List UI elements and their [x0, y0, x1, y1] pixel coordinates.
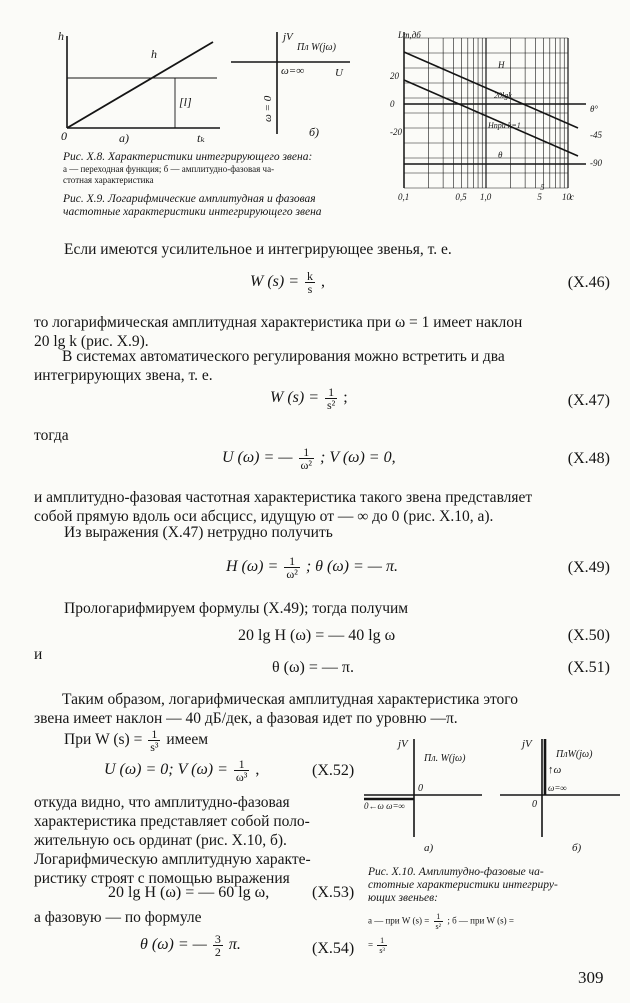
caption-fig9	[63, 193, 383, 219]
caption-fig9-line2: частотные характеристики интегрирующего звена	[63, 206, 322, 218]
caption-fig10	[368, 866, 616, 905]
xtick: 0,1	[398, 192, 410, 202]
caption-fig8-line2: а — переходная функция; б — амплитудно-фазовая ча-	[63, 164, 275, 174]
rtick: -90	[590, 158, 602, 168]
equation-54-number: (X.54)	[312, 940, 355, 957]
equation-49-number: (X.49)	[567, 559, 610, 576]
h-line-label: h	[151, 47, 157, 61]
h-axis-label: h	[58, 29, 64, 43]
rtick: -45	[590, 130, 602, 140]
paragraph-6: Из выражения (X.47) нетрудно получить	[64, 524, 333, 541]
equation-52: U (ω) = 0; V (ω) = $\frac{1}{\text{ω³}}$ ,	[104, 757, 260, 784]
label-c: с	[570, 192, 574, 202]
caption-fig10-formula2: = $\frac{1}{\text{s³}}$	[368, 936, 385, 955]
fig10b-sublabel: б)	[572, 842, 582, 854]
label-20lgk: 20lgk	[494, 91, 512, 100]
tk-label: tₖ	[197, 131, 205, 145]
equation-50-number: (X.50)	[567, 627, 610, 644]
fig10a-omega-label: 0←ω ω=∞	[364, 801, 405, 811]
fig10b-plane-label: ПлW(jω)	[556, 749, 593, 760]
plane-label: Пл W(jω)	[297, 42, 336, 53]
equation-52-number: (X.52)	[312, 762, 355, 779]
paragraph-9: Таким образом, логарифмическая амплитудная характеристика этого звена имеет наклон — 40 дБ/дек, а фазовая идет по уровню —π.	[34, 691, 519, 727]
h-line	[67, 42, 213, 128]
equation-53: 20 lg H (ω) = — 60 lg ω,	[108, 884, 270, 901]
label-5: 5	[540, 183, 545, 192]
fig8a-transient-plot	[55, 28, 225, 148]
paragraph-4: тогда	[34, 427, 69, 444]
fig8b-afc-plot	[225, 26, 355, 148]
paragraph-2: то логарифмическая амплитудная характеристика при ω = 1 имеет наклон 20 lg k (рис. X.9).	[34, 314, 523, 350]
jv-label: jV	[283, 31, 293, 43]
equation-47: W (s) = $\frac{1}{\text{s²}}$ ;	[270, 385, 348, 412]
xtick: 5	[537, 192, 542, 202]
equation-51-number: (X.51)	[567, 659, 610, 676]
paragraph-10: При W (s) = $\frac{1}{\text{s³}}$ имеем	[64, 727, 209, 754]
ytick: 0	[390, 99, 395, 109]
equation-46: W (s) = $\frac{k}{s}$ ,	[250, 269, 326, 296]
sub-b-label: б)	[309, 125, 320, 139]
caption-fig9-line1: Рис. X.9. Логарифмические амплитудная и фазовая	[63, 193, 316, 205]
label-theta: θ	[498, 150, 503, 160]
omega-zero-label: ω = 0	[262, 95, 274, 122]
fig10a-origin: 0	[418, 783, 423, 794]
paragraph-3: В системах автоматического регулирования можно встретить и два интегрирующих звена, т. е.	[34, 348, 505, 384]
paragraph-12: а фазовую — по формуле	[34, 909, 202, 926]
origin-label: 0	[61, 129, 67, 143]
caption-fig10-formulas: а — при W (s) = $\frac{1}{\text{s²}}$ ; б — при W (s) =	[368, 912, 514, 931]
xtick: 0,5	[455, 192, 467, 202]
bracket-label: [l]	[179, 95, 192, 109]
fig9-log-characteristics	[388, 28, 624, 208]
ylabel: Lm,дб	[398, 30, 421, 40]
xtick: 10	[562, 192, 571, 202]
equation-46-number: (X.46)	[567, 274, 610, 291]
fig10-afc-plots	[362, 733, 624, 861]
omega-inf-label: ω=∞	[281, 65, 305, 77]
caption-fig8	[63, 151, 383, 186]
ytick: -20	[390, 127, 402, 137]
equation-51: θ (ω) = — π.	[272, 659, 354, 676]
H-line	[404, 52, 578, 128]
page-number: 309	[578, 968, 604, 987]
equation-50: 20 lg H (ω) = — 40 lg ω	[238, 627, 396, 644]
caption-fig10-line2: стотные характеристики интегриру-	[368, 879, 558, 891]
fig10b-omega-inf: ω=∞	[548, 783, 567, 793]
caption-fig8-line3: стотная характеристика	[63, 175, 154, 185]
equation-48-number: (X.48)	[567, 450, 610, 467]
paragraph-11: откуда видно, что амплитудно-фазовая характеристика представляет собой поло- жительную ось ординат (рис. X.10, б). Логарифмическую амплитудную характе- ристику строят с помощью выражения	[34, 794, 311, 887]
paragraph-8: и	[34, 646, 43, 663]
fig10b-jv-label: jV	[522, 738, 532, 750]
fig10a-jv-label: jV	[398, 738, 408, 750]
fig10b-origin: 0	[532, 799, 537, 810]
paragraph-1: Если имеются усилительное и интегрирующее звенья, т. е.	[64, 241, 452, 258]
fig10a-sublabel: а)	[424, 842, 434, 854]
equation-49: H (ω) = $\frac{1}{\text{ω²}}$ ; θ (ω) = — π.	[226, 554, 398, 581]
fig10b-arrow: ↑ω	[548, 764, 562, 776]
equation-47-number: (X.47)	[567, 392, 610, 409]
H-k1-line	[404, 80, 578, 156]
label-H: H	[498, 60, 505, 70]
caption-fig10-line1: Рис. X.10. Амплитудно-фазовые ча-	[368, 866, 544, 878]
u-label: U	[335, 67, 343, 79]
equation-54: θ (ω) = — $\frac{3}{2}$ π.	[140, 932, 241, 959]
paragraph-5: и амплитудно-фазовая частотная характеристика такого звена представляет собой прямую вдоль оси абсцисс, идущую от — ∞ до 0 (рис. X.10, а).	[34, 489, 533, 525]
rtick: θ°	[590, 104, 599, 114]
ytick: 20	[390, 71, 399, 81]
equation-53-number: (X.53)	[312, 884, 355, 901]
fig10a-plane-label: Пл. W(jω)	[424, 753, 466, 764]
label-H-k1: Hпри k=1	[488, 121, 521, 130]
paragraph-7: Прологарифмируем формулы (X.49); тогда получим	[64, 600, 409, 617]
equation-48: U (ω) = — $\frac{1}{\text{ω²}}$ ; V (ω) = 0,	[222, 445, 396, 472]
sub-a-label: а)	[119, 131, 129, 145]
xtick: 1,0	[480, 192, 492, 202]
caption-fig10-line3: ющих звеньев:	[368, 892, 438, 904]
caption-fig8-title: Рис. X.8. Характеристики интегрирующего звена:	[63, 151, 313, 163]
